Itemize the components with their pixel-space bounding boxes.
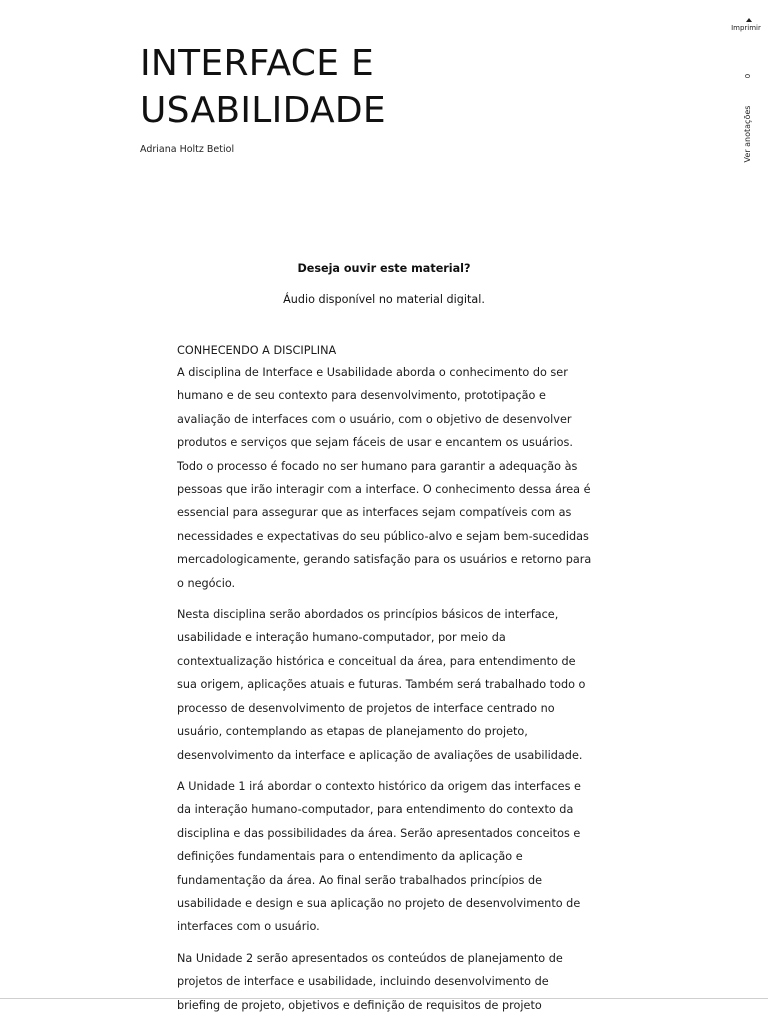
print-label: Imprimir xyxy=(731,24,761,32)
caret-up-icon xyxy=(746,18,752,22)
paragraph-3: A Unidade 1 irá abordar o contexto histórico da origem das interfaces e da interação humano-computador, para entendimento do contexto da disciplina e das possibilidades da área. Serão apresentados conceitos e definições fundamentais para o entendimento da aplicação e fundamentação da área. Ao final serão trabalhados princípios de usabilidade e design e sua aplicação no projeto de desenvolvimento de interfaces com o usuário. xyxy=(177,779,581,934)
audio-note: Áudio disponível no material digital. xyxy=(283,293,485,306)
annotations-count: 0 xyxy=(744,73,752,79)
paragraph-1: A disciplina de Interface e Usabilidade aborda o conhecimento do ser humano e de seu contexto para desenvolvimento, prototipação e avaliação de interfaces com o usuário, com o objetivo de desenvolver produtos e serviços que sejam fáceis de usar e encantem os usuários. Todo o processo é focado no ser humano para garantir a adequação às pessoas que irão interagir com a interface. O conhecimento dessa área é essencial para assegurar que as interfaces sejam compatíveis com as necessidades e expectativas do seu público-alvo e sejam bem-sucedidas mercadologicamente, gerando satisfação para os usuários e retorno para o negócio. xyxy=(177,366,592,590)
view-annotations-button[interactable]: Ver anotações xyxy=(743,105,752,163)
document-title-line-2: USABILIDADE xyxy=(140,90,386,131)
divider xyxy=(0,998,768,999)
paragraph-2: Nesta disciplina serão abordados os princípios básicos de interface, usabilidade e interação humano-computador, por meio da contextualização histórica e conceitual da área, para entendimento de sua origem, aplicações atuais e futuras. Também será trabalhado todo o processo de desenvolvimento de projetos de interface centrado no usuário, contemplando as etapas de planejamento do projeto, desenvolvimento da interface e aplicação de avaliações de usabilidade. xyxy=(177,608,586,762)
section-heading: CONHECENDO A DISCIPLINA xyxy=(177,344,337,357)
document-author: Adriana Holtz Betiol xyxy=(140,144,235,155)
paragraph-4: Na Unidade 2 serão apresentados os conteúdos de planejamento de projetos de interface e usabilidade, incluindo desenvolvimento de briefing de projeto, objetivos e definição de requisitos de projeto xyxy=(177,951,563,1012)
document-title-line-1: INTERFACE E xyxy=(140,43,375,84)
print-button[interactable] xyxy=(731,18,764,32)
section-content xyxy=(177,343,595,1024)
audio-question: Deseja ouvir este material? xyxy=(297,262,471,275)
document-title xyxy=(140,40,560,134)
